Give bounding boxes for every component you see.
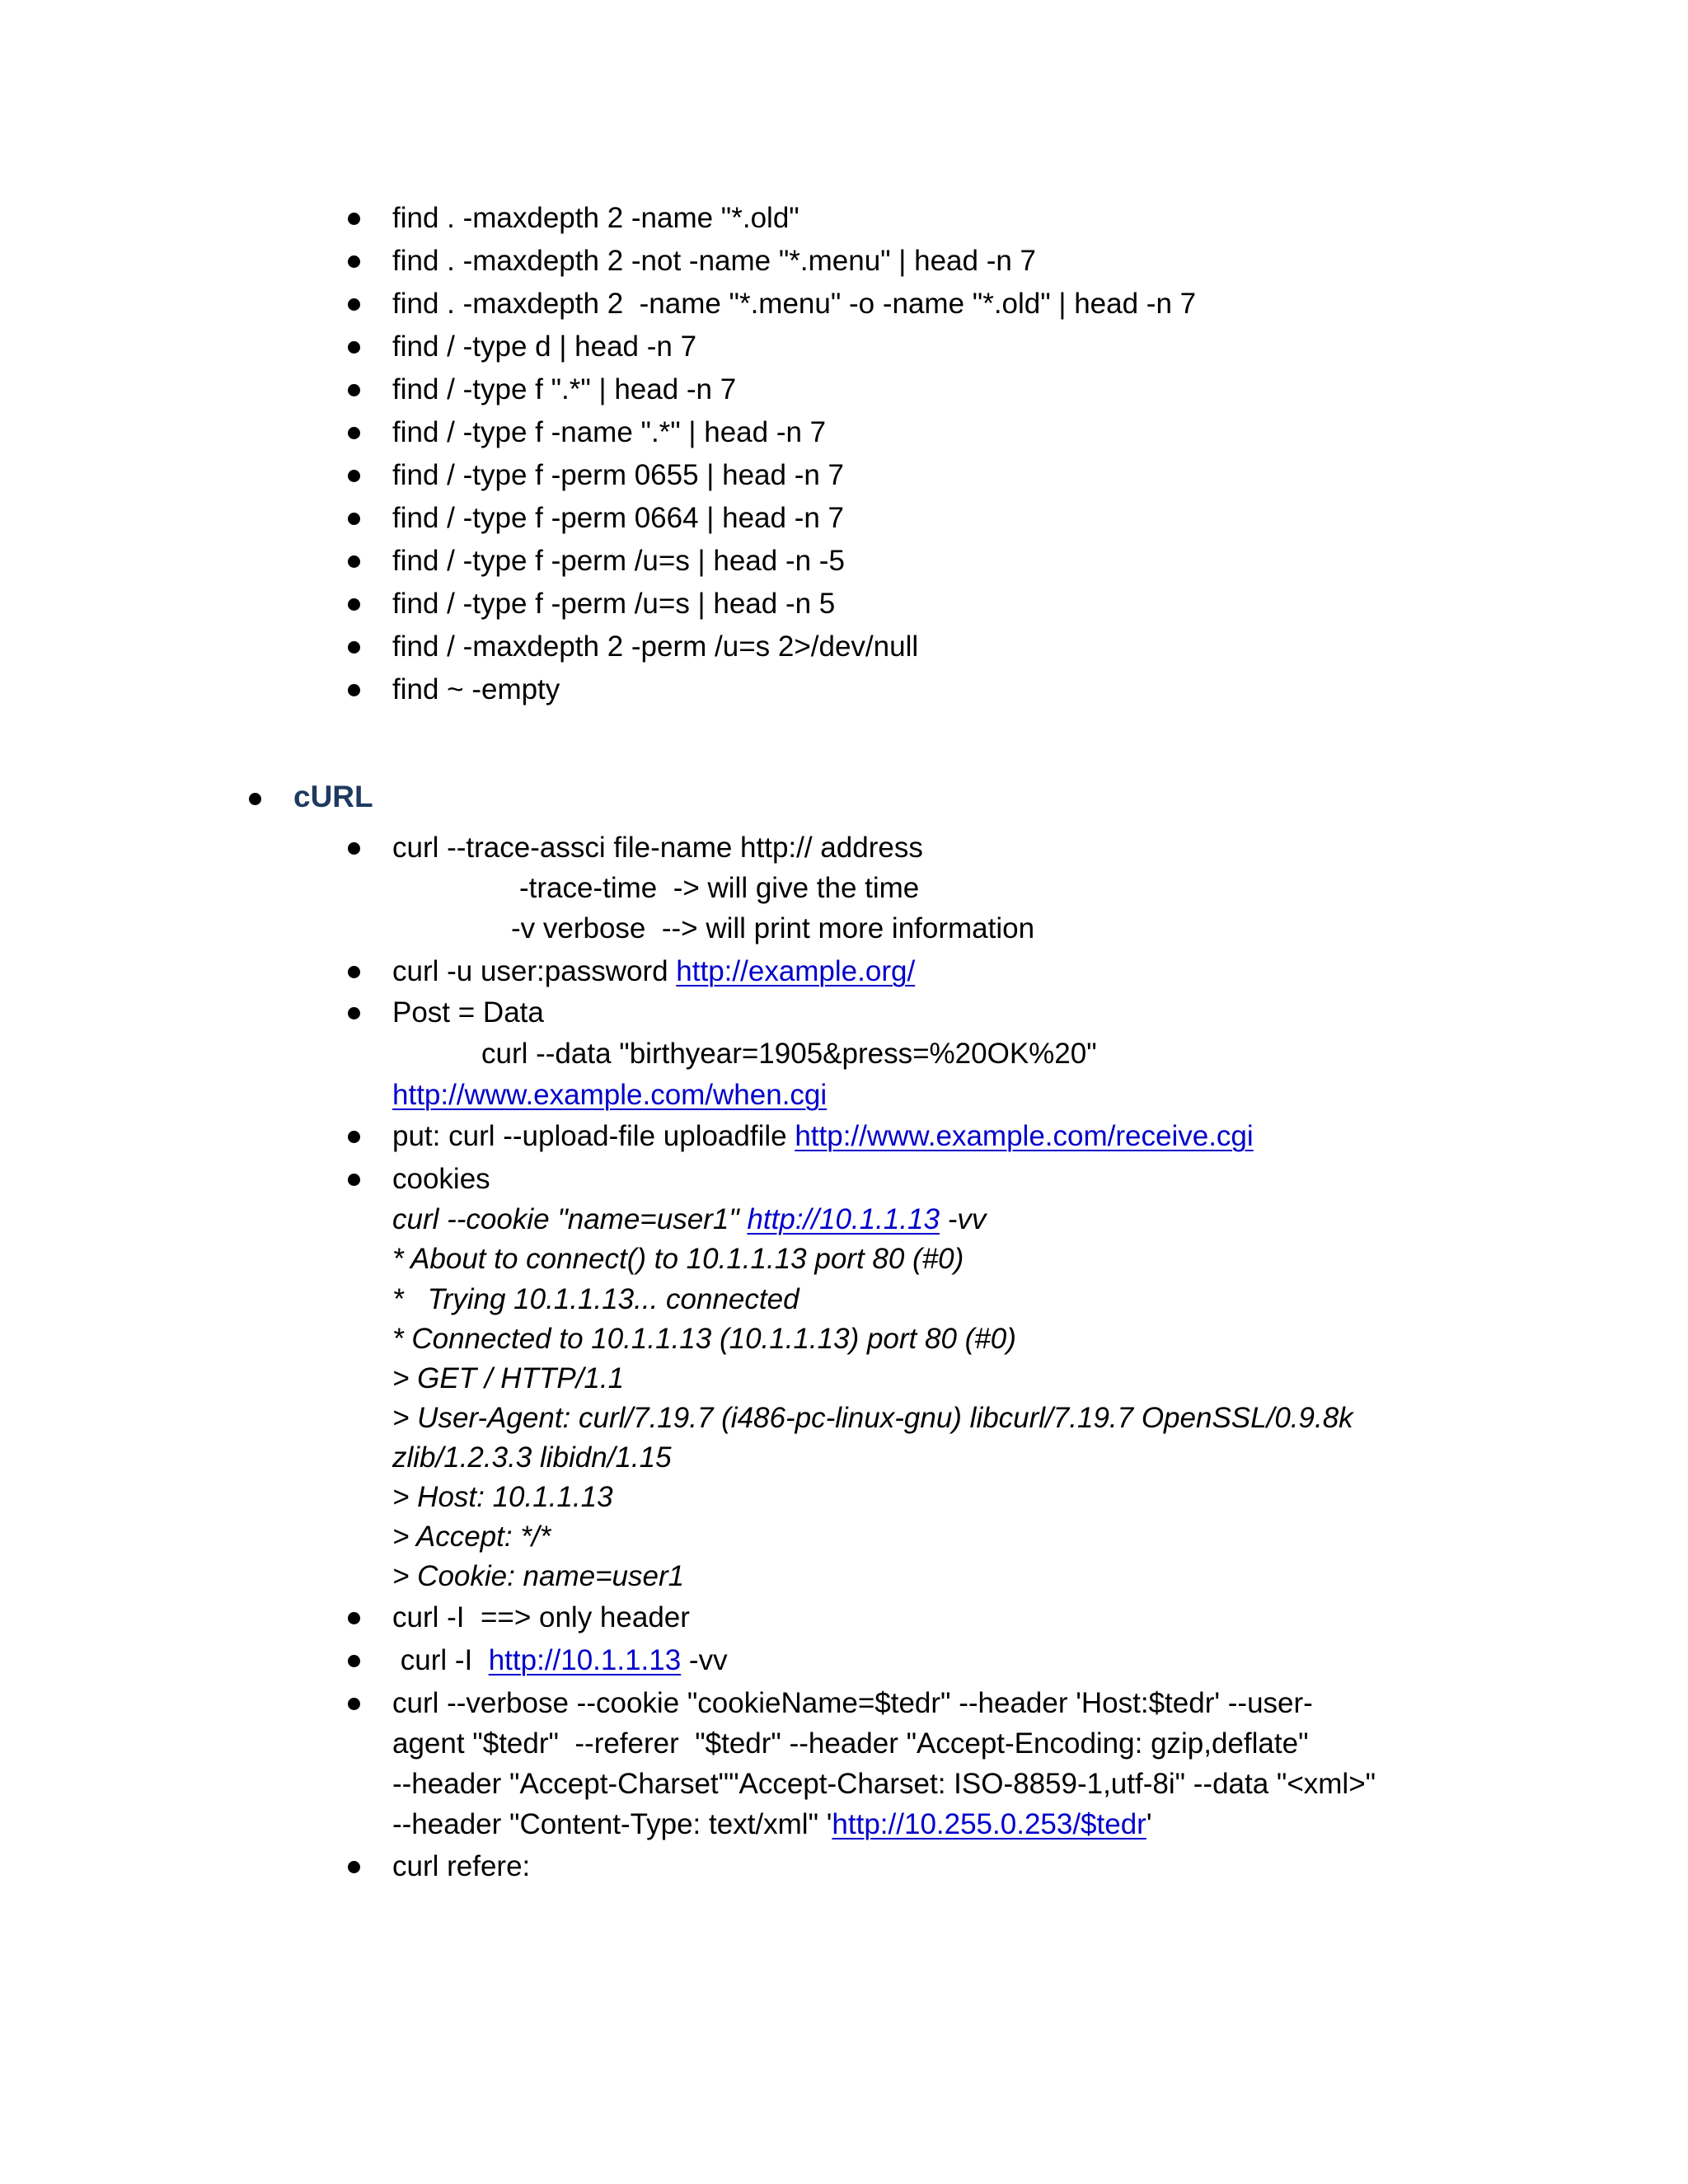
- list-item: find / -type f -perm /u=s | head -n -5: [392, 545, 845, 577]
- bullet-icon: [348, 470, 360, 482]
- when-cgi-link[interactable]: http://www.example.com/when.cgi: [392, 1079, 828, 1111]
- verbose-line4-suffix: ': [1146, 1808, 1152, 1840]
- head-vv-command: [392, 1642, 728, 1680]
- verbose-command-line: curl --verbose --cookie "cookieName=$tedr" --header 'Host:$tedr' --user-: [392, 1687, 1313, 1719]
- tedr-link[interactable]: http://10.255.0.253/$tedr: [832, 1808, 1146, 1840]
- list-item: find . -maxdepth 2 -name "*.old": [392, 202, 799, 234]
- bullet-icon: [348, 842, 360, 855]
- trace-option: -v verbose --> will print more information: [511, 912, 1035, 944]
- list-item: find / -type f -perm 0655 | head -n 7: [392, 459, 845, 491]
- verbose-line4-text: --header "Content-Type: text/xml" ': [392, 1808, 832, 1840]
- ip-link[interactable]: http://10.1.1.13: [747, 1203, 940, 1235]
- cookies-output-line: > Host: 10.1.1.13: [392, 1481, 613, 1513]
- list-item: find / -maxdepth 2 -perm /u=s 2>/dev/null: [392, 630, 919, 663]
- refere-command: curl refere:: [392, 1850, 531, 1882]
- bullet-icon: [348, 427, 360, 439]
- cookies-output-line: > Cookie: name=user1: [392, 1560, 685, 1592]
- bullet-icon: [348, 341, 360, 354]
- bullet-icon: [348, 384, 360, 396]
- cookies-output-line: > GET / HTTP/1.1: [392, 1362, 625, 1394]
- cookies-output-line: > Accept: */*: [392, 1521, 551, 1553]
- list-item: find . -maxdepth 2 -name "*.menu" -o -name "*.old" | head -n 7: [392, 288, 1197, 320]
- cookies-command-suffix: -vv: [939, 1203, 987, 1235]
- list-item: find / -type f -perm /u=s | head -n 5: [392, 588, 836, 620]
- section-heading: cURL: [293, 780, 373, 813]
- list-item: find . -maxdepth 2 -not -name "*.menu" | head -n 7: [392, 245, 1037, 277]
- bullet-icon: [348, 1131, 360, 1143]
- list-item: find / -type f ".*" | head -n 7: [392, 373, 737, 405]
- bullet-icon: [348, 298, 360, 311]
- bullet-icon: [249, 793, 261, 805]
- list-item: find / -type f -perm 0664 | head -n 7: [392, 502, 845, 534]
- bullet-icon: [348, 213, 360, 225]
- example-org-link[interactable]: http://example.org/: [676, 955, 916, 987]
- bullet-icon: [348, 1007, 360, 1019]
- put-command: [392, 1118, 1254, 1155]
- bullet-icon: [348, 513, 360, 525]
- trace-option: -trace-time -> will give the time: [519, 872, 920, 904]
- post-command: curl --data "birthyear=1905&press=%20OK%20": [481, 1038, 1097, 1070]
- cookies-output-line: * Trying 10.1.1.13... connected: [392, 1283, 799, 1315]
- cookies-output-line: * Connected to 10.1.1.13 (10.1.1.13) port 80 (#0): [392, 1323, 1016, 1355]
- verbose-command-line: --header "Accept-Charset""Accept-Charset: ISO-8859-1,utf-8i" --data "<xml>": [392, 1768, 1376, 1800]
- user-command: [392, 953, 915, 991]
- list-item: find / -type f -name ".*" | head -n 7: [392, 416, 827, 448]
- verbose-command-line: agent "$tedr" --referer "$tedr" --header "Accept-Encoding: gzip,deflate": [392, 1727, 1309, 1760]
- ip-link[interactable]: http://10.1.1.13: [488, 1644, 682, 1676]
- trace-command: curl --trace-assci file-name http:// address: [392, 832, 923, 864]
- receive-cgi-link[interactable]: http://www.example.com/receive.cgi: [795, 1120, 1254, 1152]
- bullet-icon: [348, 1174, 360, 1186]
- cookies-command-text: curl --cookie "name=user1": [392, 1203, 748, 1235]
- verbose-command-line: [392, 1806, 1152, 1844]
- list-item: find / -type d | head -n 7: [392, 330, 697, 363]
- list-item: find ~ -empty: [392, 673, 560, 705]
- put-command-text: put: curl --upload-file uploadfile: [392, 1120, 795, 1152]
- cookies-title: cookies: [392, 1163, 490, 1195]
- cookies-command: [392, 1201, 986, 1239]
- head-vv-text: curl -I: [392, 1644, 489, 1676]
- head-vv-suffix: -vv: [681, 1644, 728, 1676]
- bullet-icon: [348, 555, 360, 568]
- user-command-text: curl -u user:password: [392, 955, 677, 987]
- bullet-icon: [348, 1612, 360, 1624]
- cookies-output-line: > User-Agent: curl/7.19.7 (i486-pc-linux-gnu) libcurl/7.19.7 OpenSSL/0.9.8k: [392, 1402, 1353, 1434]
- bullet-icon: [348, 1698, 360, 1710]
- cookies-output-line: zlib/1.2.3.3 libidn/1.15: [392, 1441, 672, 1474]
- bullet-icon: [348, 1655, 360, 1667]
- cookies-output-line: * About to connect() to 10.1.1.13 port 80 (#0): [392, 1243, 964, 1275]
- bullet-icon: [348, 641, 360, 654]
- header-only-command: curl -I ==> only header: [392, 1601, 690, 1633]
- bullet-icon: [348, 684, 360, 696]
- bullet-icon: [348, 255, 360, 268]
- bullet-icon: [348, 966, 360, 978]
- post-title: Post = Data: [392, 996, 544, 1029]
- bullet-icon: [348, 598, 360, 611]
- bullet-icon: [348, 1861, 360, 1873]
